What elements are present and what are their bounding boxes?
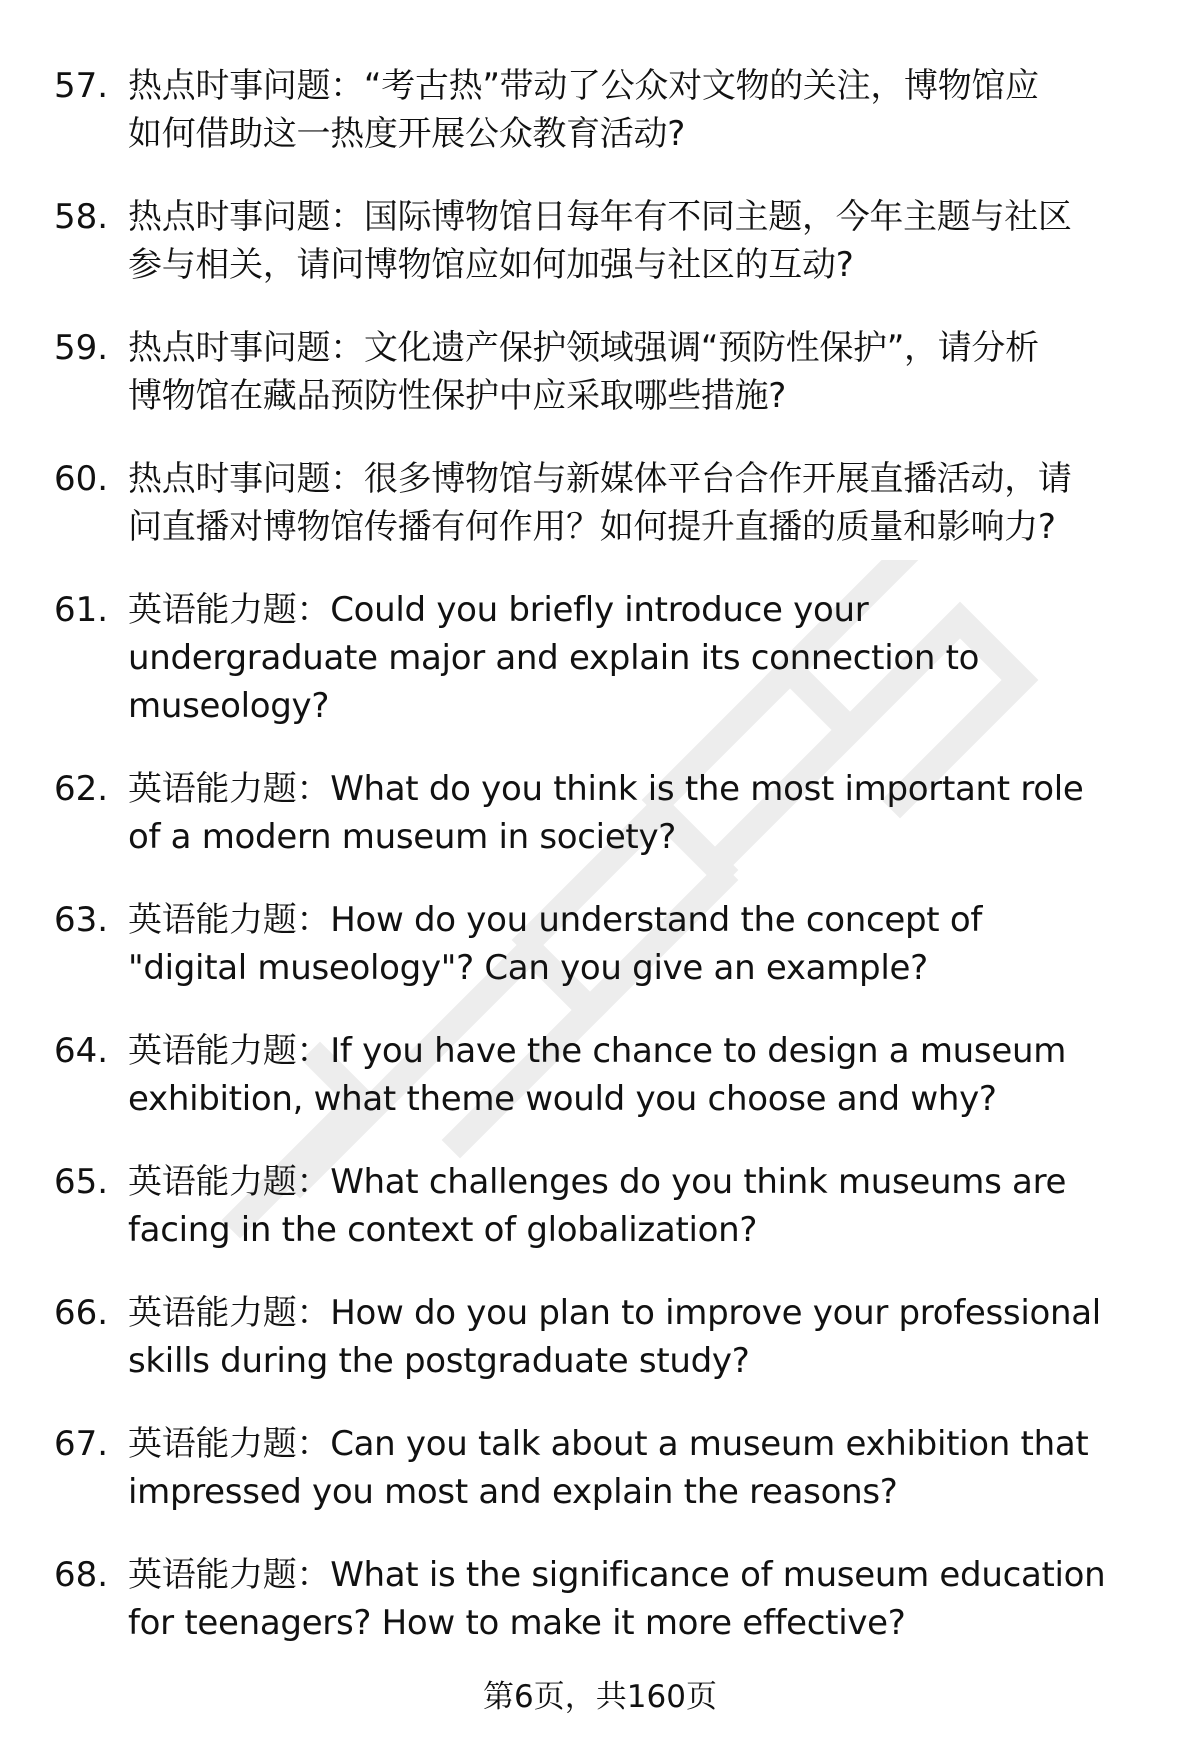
question-text-line: 热点时事问题：文化遗产保护领域强调“预防性保护”，请分析: [128, 328, 1039, 368]
question-item: [0, 1420, 1200, 1516]
question-item: [0, 1158, 1200, 1254]
question-number: 63.: [54, 900, 109, 940]
question-text-line: 英语能力题：If you have the chance to design a museum: [128, 1031, 1067, 1071]
question-text-line: facing in the context of globalization?: [128, 1210, 758, 1250]
question-text-line: 热点时事问题：国际博物馆日每年有不同主题，今年主题与社区: [128, 197, 1072, 237]
question-text-line: 英语能力题：Can you talk about a museum exhibition that: [128, 1424, 1089, 1464]
page-footer: 第6页，共160页: [483, 1679, 717, 1715]
question-number: 60.: [54, 459, 109, 499]
question-text-line: 英语能力题：How do you plan to improve your professional: [128, 1293, 1101, 1333]
question-item: [0, 193, 1200, 289]
question-number: 57.: [54, 66, 109, 106]
question-number: 64.: [54, 1031, 109, 1071]
question-number: 62.: [54, 769, 109, 809]
question-item: [0, 1551, 1200, 1647]
question-text-line: museology?: [128, 686, 330, 726]
question-text-line: impressed you most and explain the reasons?: [128, 1472, 898, 1512]
question-text-line: 如何借助这一热度开展公众教育活动?: [128, 114, 685, 154]
question-list: [0, 62, 1200, 1682]
question-text-line: of a modern museum in society?: [128, 817, 677, 857]
question-item: [0, 586, 1200, 730]
question-item: [0, 324, 1200, 420]
question-number: 61.: [54, 590, 109, 630]
question-number: 65.: [54, 1162, 109, 1202]
question-item: [0, 62, 1200, 158]
question-number: 59.: [54, 328, 109, 368]
question-text-line: 热点时事问题：很多博物馆与新媒体平台合作开展直播活动，请: [128, 459, 1072, 499]
question-number: 67.: [54, 1424, 109, 1464]
question-item: [0, 1289, 1200, 1385]
question-text-line: 问直播对博物馆传播有何作用？如何提升直播的质量和影响力?: [128, 507, 1056, 547]
question-number: 66.: [54, 1293, 109, 1333]
question-text-line: 热点时事问题：“考古热”带动了公众对文物的关注，博物馆应: [128, 66, 1039, 106]
question-text-line: skills during the postgraduate study?: [128, 1341, 750, 1381]
question-item: [0, 1027, 1200, 1123]
question-item: [0, 896, 1200, 992]
question-text-line: 英语能力题：What is the significance of museum education: [128, 1555, 1106, 1595]
question-text-line: 英语能力题：Could you briefly introduce your: [128, 590, 869, 630]
question-text-line: undergraduate major and explain its connection to: [128, 638, 980, 678]
question-number: 58.: [54, 197, 109, 237]
question-text-line: "digital museology"? Can you give an example?: [128, 948, 928, 988]
question-text-line: 参与相关，请问博物馆应如何加强与社区的互动?: [128, 245, 854, 285]
question-text-line: 英语能力题：What challenges do you think museums are: [128, 1162, 1067, 1202]
question-number: 68.: [54, 1555, 109, 1595]
question-text-line: for teenagers? How to make it more effective?: [128, 1603, 906, 1643]
question-item: [0, 455, 1200, 551]
question-text-line: 英语能力题：How do you understand the concept of: [128, 900, 983, 940]
question-item: [0, 765, 1200, 861]
question-text-line: 博物馆在藏品预防性保护中应采取哪些措施?: [128, 376, 787, 416]
question-text-line: exhibition, what theme would you choose and why?: [128, 1079, 997, 1119]
question-text-line: 英语能力题：What do you think is the most important role: [128, 769, 1084, 809]
